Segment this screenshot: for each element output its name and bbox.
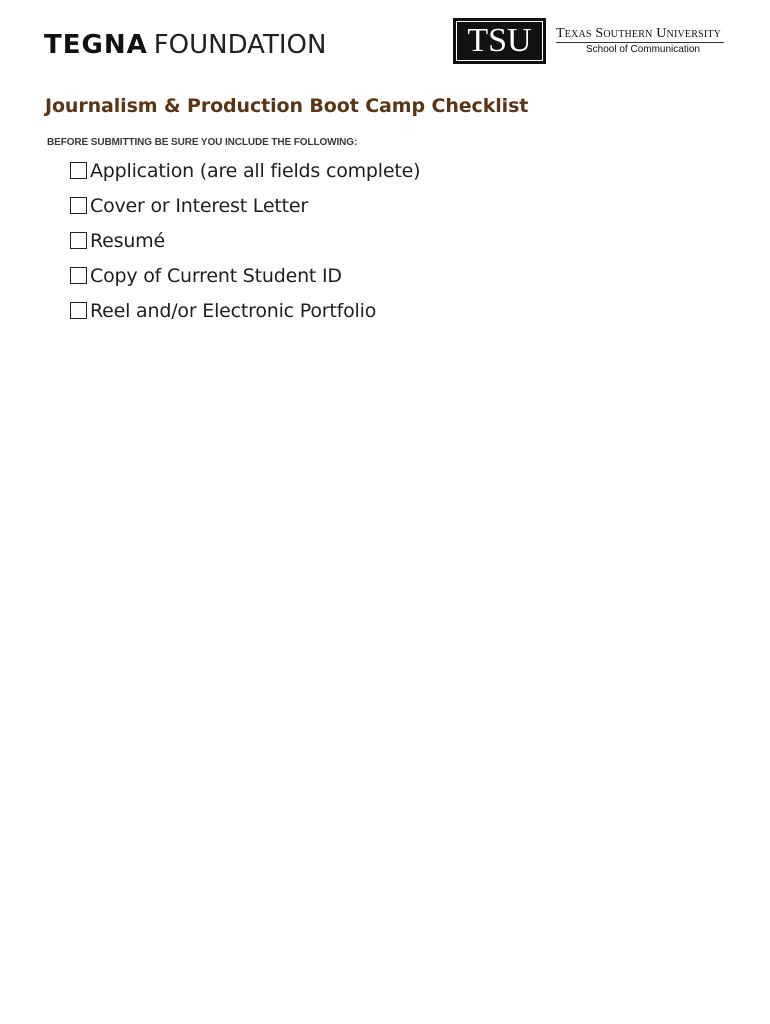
checklist-item-label: Application (are all fields complete) xyxy=(90,159,421,182)
university-name: Texas Southern University xyxy=(556,26,722,41)
checkbox[interactable] xyxy=(70,162,87,179)
instruction-text: BEFORE SUBMITTING BE SURE YOU INCLUDE THE FOLLOWING: xyxy=(47,137,358,148)
checkbox[interactable] xyxy=(70,232,87,249)
tsu-logo xyxy=(453,18,725,66)
checklist-item-portfolio[interactable] xyxy=(70,293,420,328)
checkbox[interactable] xyxy=(70,302,87,319)
checkbox[interactable] xyxy=(70,267,87,284)
checklist-item-label: Reel and/or Electronic Portfolio xyxy=(90,299,377,322)
tsu-mark-text: TSU xyxy=(467,22,532,59)
checklist-item-label: Cover or Interest Letter xyxy=(90,194,308,217)
checklist-item-label: Resumé xyxy=(90,229,165,252)
tegna-foundation-logo xyxy=(44,28,326,62)
page-title: Journalism & Production Boot Camp Checklist xyxy=(45,95,529,117)
checklist-item-resume[interactable] xyxy=(70,223,420,258)
tegna-logo-wordmark: TEGNA xyxy=(44,30,148,60)
school-name: School of Communication xyxy=(586,44,700,55)
checklist-item-student-id[interactable] xyxy=(70,258,420,293)
tsu-mark xyxy=(453,18,546,64)
foundation-logo-wordmark: FOUNDATION xyxy=(153,30,327,60)
checklist-item-application[interactable] xyxy=(70,153,420,188)
checklist-item-label: Copy of Current Student ID xyxy=(90,264,342,287)
checklist-item-cover-letter[interactable] xyxy=(70,188,420,223)
logo-divider xyxy=(556,42,724,43)
checkbox[interactable] xyxy=(70,197,87,214)
submission-checklist xyxy=(70,153,420,328)
